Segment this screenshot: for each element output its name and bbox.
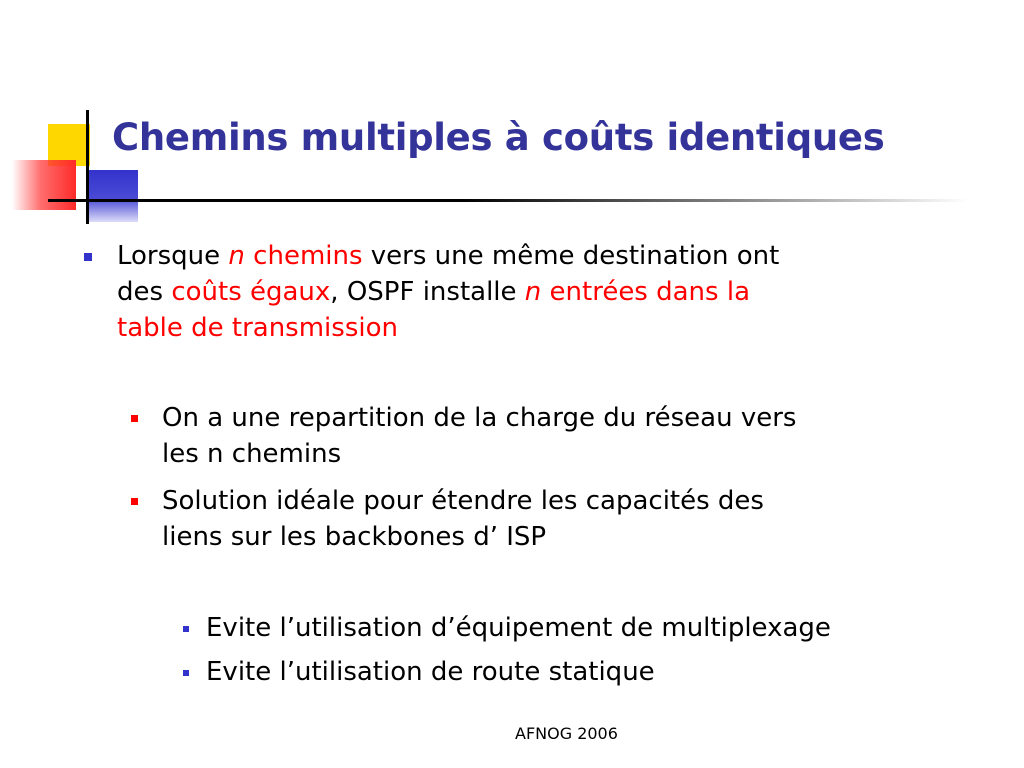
sub-sub-bullet: Evite l’utilisation d’équipement de multiplexage	[206, 610, 966, 646]
sub-bullet: On a une repartition de la charge du réseau vers les n chemins	[162, 400, 922, 472]
blue-square-decoration	[88, 170, 138, 222]
slide-footer: AFNOG 2006	[515, 724, 618, 743]
bullet-square-icon	[183, 670, 189, 676]
bullet-square-icon	[84, 253, 92, 261]
bullet-square-icon	[131, 415, 138, 422]
sub-bullet: Solution idéale pour étendre les capacités des liens sur les backbones d’ ISP	[162, 483, 922, 555]
sub-sub-bullet: Evite l’utilisation de route statique	[206, 654, 966, 690]
slide-title: Chemins multiples à coûts identiques	[112, 116, 885, 159]
bullet-square-icon	[183, 626, 189, 632]
vertical-rule	[86, 110, 89, 224]
red-square-decoration	[12, 160, 76, 210]
bullet-level1: Lorsque n chemins vers une même destination ont des coûts égaux, OSPF installe n entrées dans la table de transmission	[117, 238, 897, 346]
bullet-square-icon	[131, 498, 138, 505]
title-underline-rule	[48, 199, 968, 202]
corner-decoration	[0, 0, 1024, 230]
